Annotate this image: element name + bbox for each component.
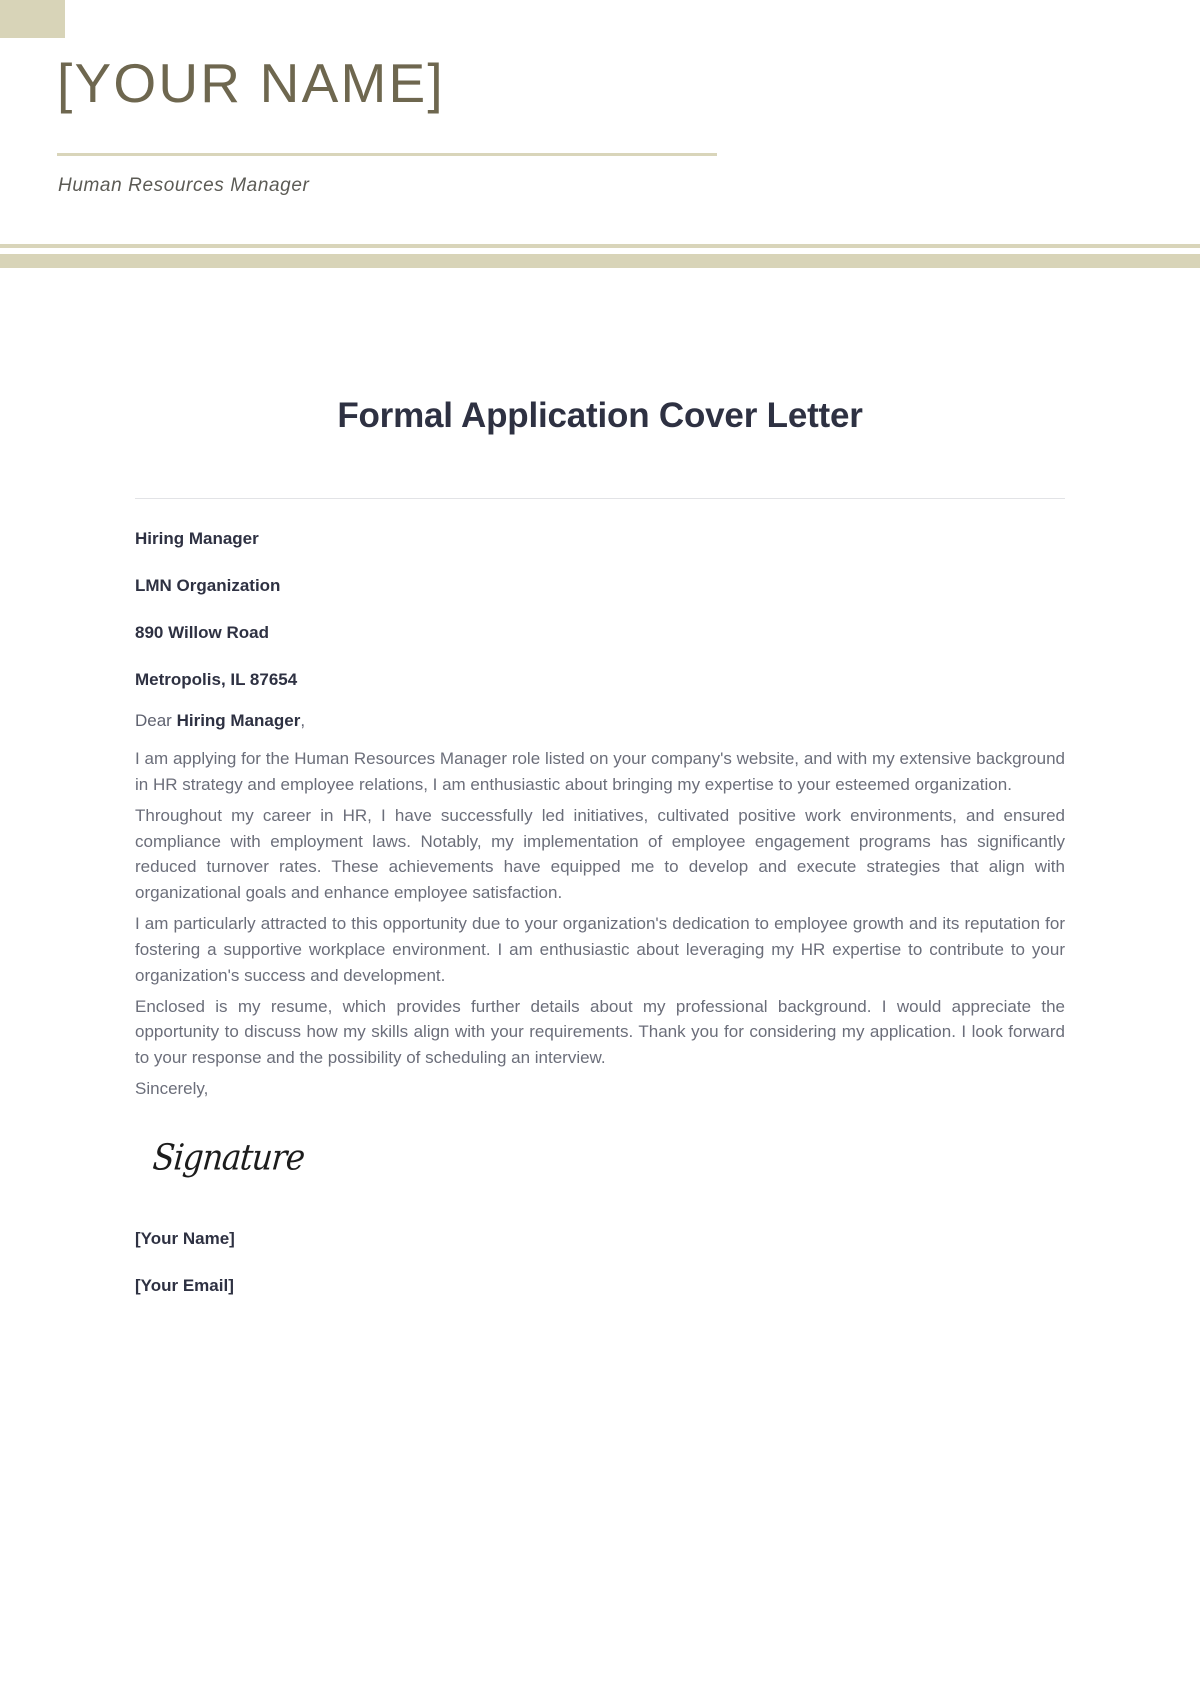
recipient-line: Metropolis, IL 87654 (135, 670, 298, 689)
page-title: Formal Application Cover Letter (337, 396, 863, 435)
recipient-line: 890 Willow Road (135, 623, 269, 642)
closing-line: Sincerely, (135, 1079, 209, 1099)
signature-script: Signature (151, 1135, 307, 1179)
letterhead (0, 0, 1200, 245)
letter-page (0, 268, 1200, 1324)
body-paragraph: I am applying for the Human Resources Manager role listed on your company's website, and with my extensive background in HR strategy and employee relations, I am enthusiastic about bringing my expertise to your esteemed organization. (135, 749, 1065, 794)
recipient-line: Hiring Manager (135, 529, 259, 548)
body-paragraph: I am particularly attracted to this opportunity due to your organization's dedication to employee growth and its reputation for fostering a supportive workplace environment. I am enthusiastic about leveraging my HR expertise to contribute to your organization's success and development. (135, 914, 1065, 985)
letterhead-rule (57, 153, 717, 156)
signature-wrap (135, 1102, 1065, 1179)
header-thick-band (0, 254, 1200, 268)
sign-off-block (135, 1230, 1065, 1294)
corner-accent-block (0, 0, 65, 38)
body-paragraph: Enclosed is my resume, which provides further details about my professional background. I would appreciate the opportunity to discuss how my skills align with your requirements. Thank you for considering my application. I look forward to your response and the possibility of scheduling an interview. (135, 996, 1065, 1068)
salutation (135, 710, 1065, 732)
salutation-prefix: Dear (135, 711, 177, 730)
letterhead-name: [YOUR NAME] (57, 52, 445, 114)
body-paragraph: Throughout my career in HR, I have successfully led initiatives, cultivated positive work environments, and ensured compliance with employment laws. Notably, my implementation of employee engagement programs has significantly reduced turnover rates. These achievements have equipped me to develop and execute strategies that align with organizational goals and enhance employee satisfaction. (135, 805, 1065, 903)
letter-content (135, 499, 1065, 1294)
sign-off-name: [Your Name] (135, 1228, 235, 1248)
sign-off-email: [Your Email] (135, 1275, 234, 1295)
letterhead-job-title: Human Resources Manager (58, 175, 310, 196)
recipient-block (135, 530, 1065, 688)
recipient-line: LMN Organization (135, 576, 281, 595)
letterhead-name-wrap (57, 52, 1157, 114)
salutation-name: Hiring Manager (176, 711, 301, 730)
salutation-suffix: , (300, 711, 306, 730)
